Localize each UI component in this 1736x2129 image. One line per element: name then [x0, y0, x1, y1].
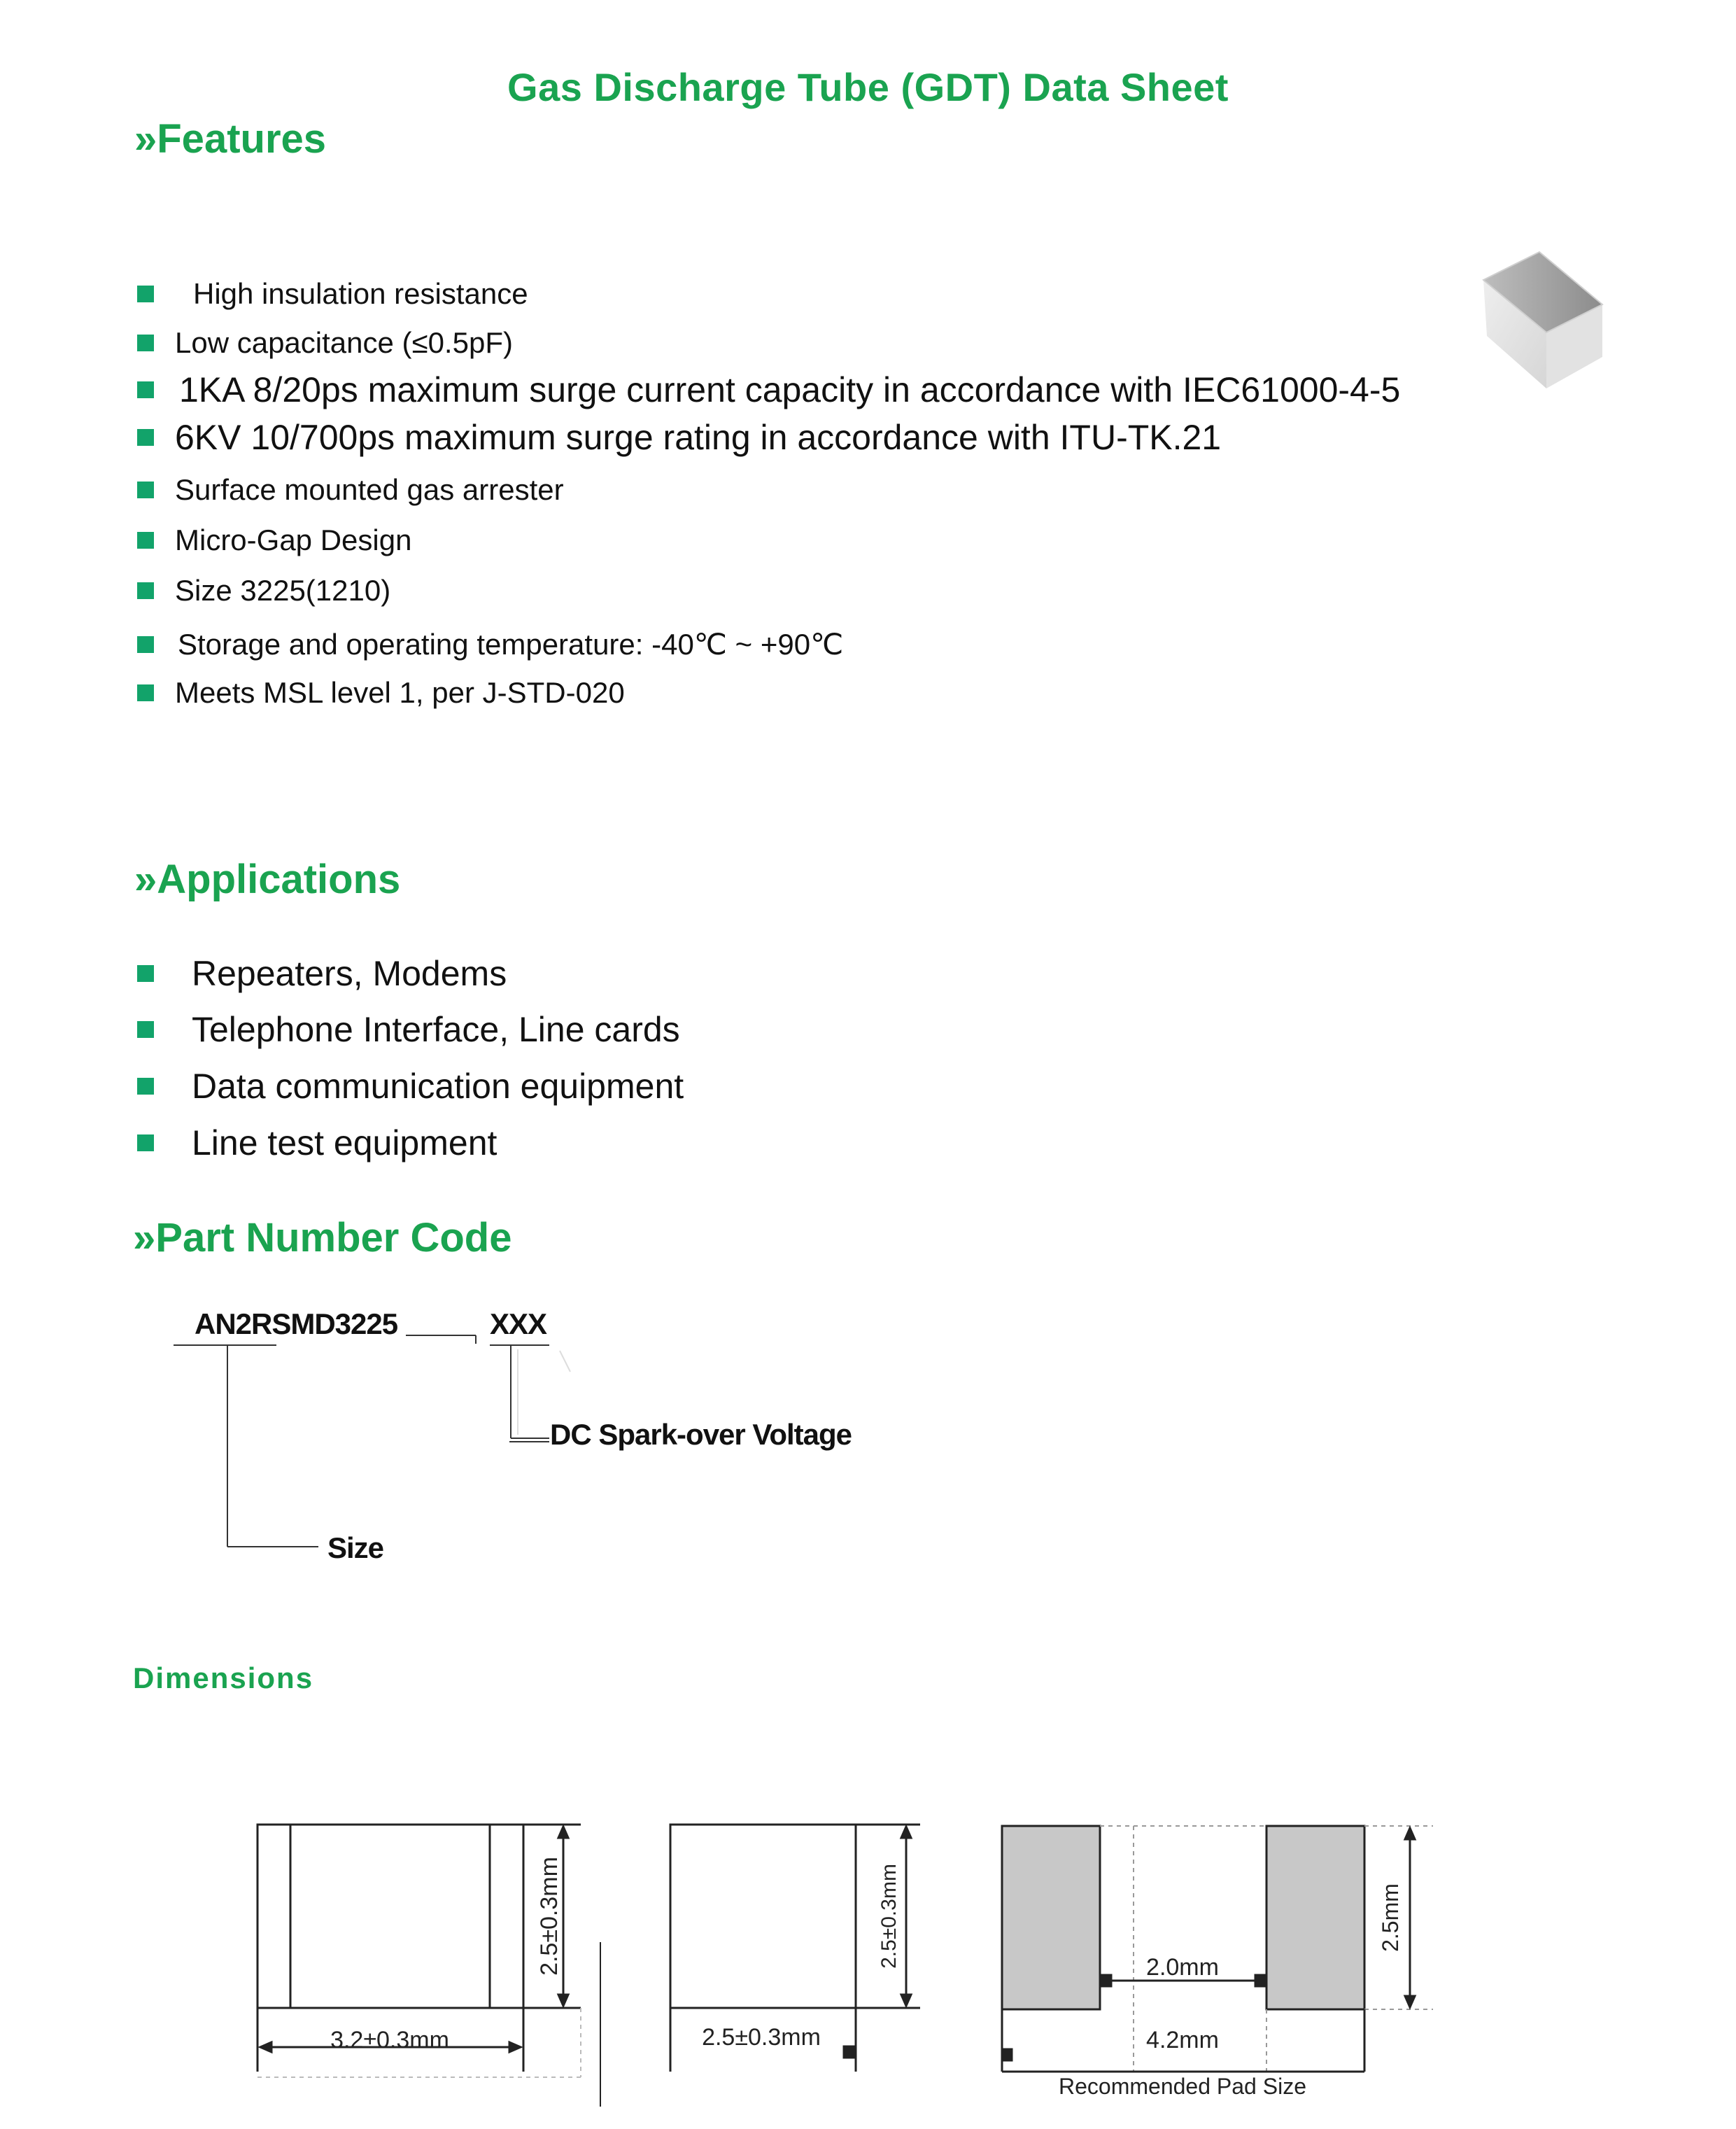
bullet-square-icon [137, 335, 154, 351]
feature-text: 1KA 8/20ps maximum surge current capacity in accordance with IEC61000-4-5 [179, 370, 1401, 409]
feature-text: Low capacitance (≤0.5pF) [175, 326, 513, 359]
part-code: AN2RSMD3225 [195, 1307, 398, 1340]
pad-layout-figure [1002, 1826, 1433, 2099]
applications-heading: »Applications [134, 857, 401, 902]
fig2-height-label: 2.5±0.3mm [877, 1864, 901, 1969]
list-item [137, 574, 390, 607]
feature-text: Storage and operating temperature: -40℃ ~ +90℃ [178, 628, 844, 661]
bullet-square-icon [137, 965, 154, 982]
features-heading: »Features [134, 116, 327, 162]
feature-text: Micro-Gap Design [175, 524, 412, 556]
fig1-width-label: 3.2±0.3mm [330, 2027, 449, 2053]
list-item [137, 473, 564, 507]
list-item [137, 953, 507, 994]
bullet-square-icon [137, 286, 154, 302]
list-item [137, 417, 1221, 458]
list-item [137, 524, 411, 557]
fig2-width-label: 2.5±0.3mm [702, 2024, 821, 2051]
feature-text: Surface mounted gas arrester [175, 473, 564, 506]
voltage-label: DC Spark-over Voltage [550, 1418, 852, 1451]
bullet-square-icon [137, 429, 154, 446]
list-item [137, 277, 528, 311]
list-item [137, 627, 843, 661]
fig1-height-label: 2.5±0.3mm [536, 1857, 563, 1976]
bullet-square-icon [137, 1134, 154, 1151]
list-item [137, 326, 513, 360]
bullet-square-icon [137, 582, 154, 599]
list-item [137, 1066, 684, 1106]
list-item [137, 370, 1400, 410]
feature-text: Size 3225(1210) [175, 574, 391, 607]
application-text: Line test equipment [192, 1123, 497, 1162]
bullet-square-icon [137, 381, 154, 398]
part-suffix: XXX [490, 1307, 547, 1340]
bullet-square-icon [137, 636, 154, 653]
size-label: Size [327, 1531, 384, 1564]
pad-gap-label: 2.0mm [1146, 1954, 1219, 1981]
pad-height-label: 2.5mm [1378, 1883, 1403, 1952]
feature-text: 6KV 10/700ps maximum surge rating in accordance with ITU-TK.21 [175, 418, 1222, 457]
bullet-square-icon [137, 1078, 154, 1095]
list-item [137, 1009, 680, 1050]
bullet-square-icon [137, 482, 154, 498]
application-text: Telephone Interface, Line cards [192, 1010, 680, 1049]
pad-total-label: 4.2mm [1146, 2027, 1219, 2053]
bullet-square-icon [137, 684, 154, 701]
dimensions-heading: Dimensions [133, 1661, 314, 1694]
list-item [137, 1123, 497, 1163]
part-number-heading: »Part Number Code [133, 1215, 512, 1260]
application-text: Repeaters, Modems [192, 954, 507, 993]
pad-caption: Recommended Pad Size [1059, 2074, 1306, 2099]
page-title: Gas Discharge Tube (GDT) Data Sheet [507, 65, 1229, 109]
product-image [1469, 238, 1623, 399]
list-item [137, 676, 625, 710]
feature-text: High insulation resistance [193, 277, 528, 310]
bullet-square-icon [137, 532, 154, 549]
dimensions-drawing [0, 1806, 1736, 2129]
application-text: Data communication equipment [192, 1067, 684, 1106]
feature-text: Meets MSL level 1, per J-STD-020 [175, 676, 625, 709]
bullet-square-icon [137, 1021, 154, 1038]
